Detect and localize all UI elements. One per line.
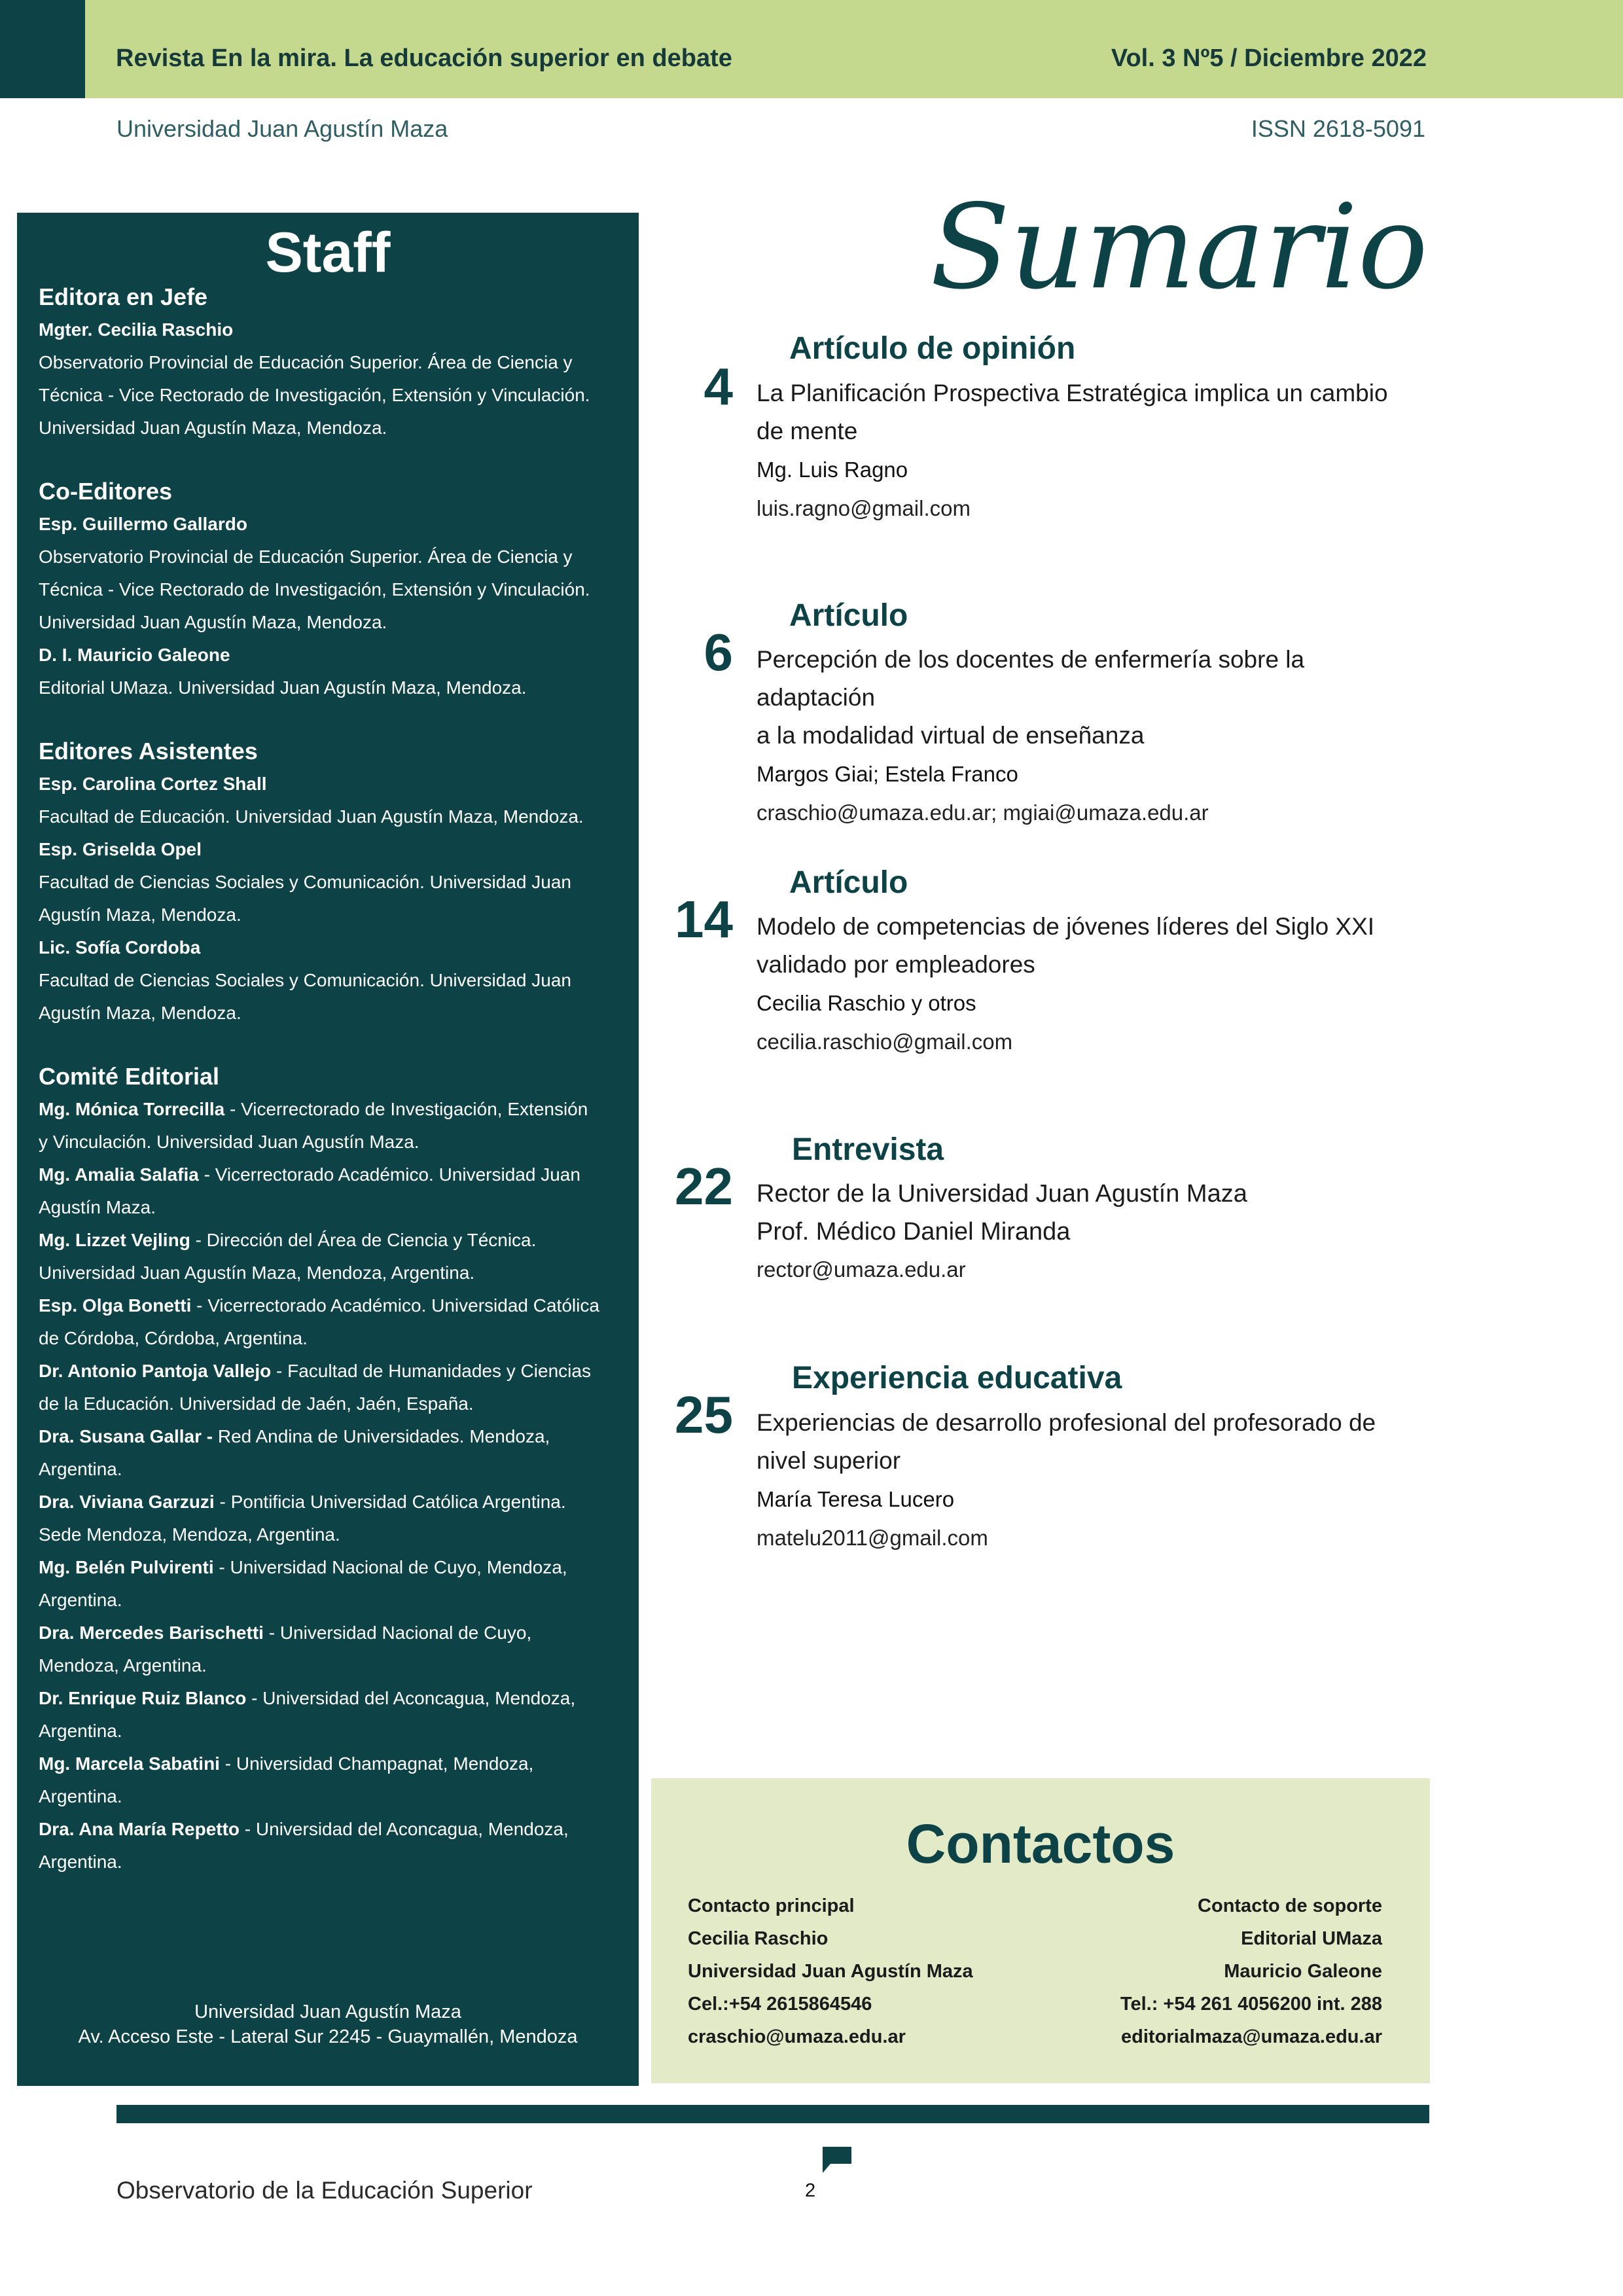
member-name: Mg. Belén Pulvirenti <box>39 1557 214 1577</box>
member-affiliation: Argentina. <box>39 1721 122 1741</box>
support-contact-name: Mauricio Galeone <box>1224 1961 1382 1982</box>
footer-bar <box>116 2105 1429 2123</box>
member-affiliation: - Facultad de Humanidades y Ciencias <box>271 1361 591 1381</box>
entry-page-number: 25 <box>675 1386 733 1444</box>
committee-item <box>39 1224 628 1289</box>
assistant-affiliation: Facultad de Ciencias Sociales y Comunicación. Universidad Juan <box>39 970 571 990</box>
member-affiliation: Universidad Juan Agustín Maza, Mendoza, Argentina. <box>39 1263 475 1283</box>
member-name: Mg. Amalia Salafia <box>39 1164 199 1185</box>
member-affiliation: Argentina. <box>39 1852 122 1872</box>
editor-heading: Editora en Jefe <box>39 283 208 310</box>
committee-item <box>39 1813 628 1878</box>
staff-title: Staff <box>265 221 391 284</box>
coeditor-affiliation: Universidad Juan Agustín Maza, Mendoza. <box>39 612 387 632</box>
entry-title: Rector de la Universidad Juan Agustín Maza <box>757 1180 1247 1208</box>
entry-email: cecilia.raschio@gmail.com <box>757 1030 1013 1054</box>
committee-item <box>39 1093 628 1158</box>
main-contact <box>688 1890 973 2053</box>
assistant-name: Esp. Carolina Cortez Shall <box>39 774 267 794</box>
committee-item <box>39 1617 628 1682</box>
member-affiliation: y Vinculación. Universidad Juan Agustín Maza. <box>39 1132 419 1152</box>
entry-email: craschio@umaza.edu.ar; mgiai@umaza.edu.ar <box>757 800 1209 825</box>
member-affiliation: - Universidad del Aconcagua, Mendoza, <box>240 1819 569 1839</box>
committee-heading: Comité Editorial <box>39 1063 220 1090</box>
entry-type: Experiencia educativa <box>792 1361 1122 1395</box>
entry-title: Prof. Médico Daniel Miranda <box>757 1218 1071 1246</box>
editor-affiliation: Universidad Juan Agustín Maza, Mendoza. <box>39 418 387 438</box>
assistant-affiliation: Agustín Maza, Mendoza. <box>39 905 241 925</box>
committee-item <box>39 1289 628 1355</box>
member-affiliation: Mendoza, Argentina. <box>39 1655 207 1676</box>
header-accent-block <box>0 0 85 98</box>
entry-email: luis.ragno@gmail.com <box>757 496 971 520</box>
member-name: Mg. Marcela Sabatini <box>39 1753 220 1774</box>
footer-observatory: Observatorio de la Educación Superior <box>116 2177 533 2204</box>
entry-email: matelu2011@gmail.com <box>757 1526 988 1550</box>
entry-author: María Teresa Lucero <box>757 1487 955 1511</box>
staff-footer-university: Universidad Juan Agustín Maza <box>194 2001 461 2022</box>
entry-author: Mg. Luis Ragno <box>757 457 908 482</box>
entry-author: Cecilia Raschio y otros <box>757 991 976 1015</box>
entry-title: La Planificación Prospectiva Estratégica implica un cambio <box>757 380 1388 406</box>
coeditors-heading: Co-Editores <box>39 478 173 505</box>
member-affiliation: Agustín Maza. <box>39 1197 156 1217</box>
assistant-affiliation: Facultad de Ciencias Sociales y Comunicación. Universidad Juan <box>39 872 571 892</box>
committee-item <box>39 1748 628 1813</box>
committee-item <box>39 1551 628 1617</box>
member-affiliation: - Vicerrectorado de Investigación, Extensión <box>224 1099 588 1119</box>
entry-type: Artículo <box>789 865 908 900</box>
support-contact <box>1120 1890 1382 2053</box>
member-affiliation: - Vicerrectorado Académico. Universidad Católica <box>191 1295 599 1316</box>
main-contact-email: craschio@umaza.edu.ar <box>688 2026 906 2047</box>
main-contact-phone: Cel.:+54 2615864546 <box>688 1994 872 2015</box>
support-contact-phone: Tel.: +54 261 4056200 int. 288 <box>1120 1994 1382 2015</box>
staff-footer-address: Av. Acceso Este - Lateral Sur 2245 - Guaymallén, Mendoza <box>78 2026 578 2047</box>
main-contact-org: Universidad Juan Agustín Maza <box>688 1961 973 1982</box>
entry-title: de mente <box>757 418 858 444</box>
member-affiliation: - Universidad del Aconcagua, Mendoza, <box>246 1688 576 1708</box>
assistant-affiliation: Facultad de Educación. Universidad Juan Agustín Maza, Mendoza. <box>39 806 584 827</box>
journal-title: Revista En la mira. La educación superior en debate <box>116 45 732 72</box>
entry-title: Experiencias de desarrollo profesional del profesorado de <box>757 1409 1376 1436</box>
member-affiliation: - Universidad Nacional de Cuyo, <box>263 1623 532 1643</box>
editor-affiliation: Técnica - Vice Rectorado de Investigación, Extensión y Vinculación. <box>39 385 590 405</box>
member-name: Dra. Mercedes Barischetti <box>39 1623 264 1643</box>
member-name: Dra. Susana Gallar - <box>39 1426 213 1446</box>
coeditor-name: Esp. Guillermo Gallardo <box>39 514 247 534</box>
member-name: Mg. Mónica Torrecilla <box>39 1099 225 1119</box>
contacts-title: Contactos <box>906 1813 1175 1874</box>
entry-type: Entrevista <box>792 1132 944 1167</box>
member-affiliation: Sede Mendoza, Mendoza, Argentina. <box>39 1524 340 1545</box>
member-name: Dra. Viviana Garzuzi <box>39 1492 215 1512</box>
contacts-box <box>651 1778 1430 2083</box>
main-contact-name: Cecilia Raschio <box>688 1928 829 1949</box>
entry-page-number: 4 <box>704 357 733 416</box>
member-name: Esp. Olga Bonetti <box>39 1295 192 1316</box>
member-affiliation: Argentina. <box>39 1786 122 1806</box>
entry-title: Modelo de competencias de jóvenes líderes del Siglo XXI <box>757 913 1375 940</box>
entry-author: Margos Giai; Estela Franco <box>757 762 1018 786</box>
coeditor-affiliation: Editorial UMaza. Universidad Juan Agustín Maza, Mendoza. <box>39 677 527 698</box>
main-contact-label: Contacto principal <box>688 1895 855 1916</box>
member-name: Dr. Enrique Ruiz Blanco <box>39 1688 247 1708</box>
member-affiliation: - Pontificia Universidad Católica Argentina. <box>214 1492 566 1512</box>
assistant-name: Lic. Sofía Cordoba <box>39 937 201 958</box>
member-affiliation: - Vicerrectorado Académico. Universidad Juan <box>198 1164 580 1185</box>
entry-title: nivel superior <box>757 1447 901 1474</box>
flag-icon <box>821 2144 854 2183</box>
member-affiliation: de la Educación. Universidad de Jaén, Jaén, España. <box>39 1393 474 1414</box>
editor-affiliation: Observatorio Provincial de Educación Superior. Área de Ciencia y <box>39 352 573 372</box>
issue-volume: Vol. 3 Nº5 / Diciembre 2022 <box>1111 45 1427 72</box>
assistant-affiliation: Agustín Maza, Mendoza. <box>39 1003 241 1023</box>
entry-page-number: 14 <box>675 890 733 948</box>
member-affiliation: Argentina. <box>39 1590 122 1610</box>
entry-type: Artículo <box>789 598 908 633</box>
entry-email: rector@umaza.edu.ar <box>757 1257 966 1282</box>
committee-item <box>39 1355 628 1420</box>
member-affiliation: - Universidad Champagnat, Mendoza, <box>219 1753 534 1774</box>
member-name: Dra. Ana María Repetto <box>39 1819 240 1839</box>
issn: ISSN 2618-5091 <box>1251 115 1425 142</box>
committee-item <box>39 1682 628 1748</box>
committee-item <box>39 1420 628 1486</box>
entry-title: Percepción de los docentes de enfermería sobre la adaptación <box>757 646 1305 711</box>
entry-title: a la modalidad virtual de enseñanza <box>757 722 1145 749</box>
member-affiliation: de Córdoba, Córdoba, Argentina. <box>39 1328 308 1348</box>
member-affiliation: Argentina. <box>39 1459 122 1479</box>
committee-item <box>39 1486 628 1551</box>
coeditor-affiliation: Técnica - Vice Rectorado de Investigación, Extensión y Vinculación. <box>39 579 590 600</box>
page-number: 2 <box>805 2180 816 2201</box>
committee-item <box>39 1158 628 1224</box>
entry-type: Artículo de opinión <box>789 331 1076 366</box>
staff-footer <box>17 2000 639 2049</box>
coeditor-name: D. I. Mauricio Galeone <box>39 645 230 665</box>
coeditor-affiliation: Observatorio Provincial de Educación Superior. Área de Ciencia y <box>39 547 573 567</box>
member-name: Dr. Antonio Pantoja Vallejo <box>39 1361 272 1381</box>
university-name: Universidad Juan Agustín Maza <box>116 115 448 142</box>
editor-name: Mgter. Cecilia Raschio <box>39 319 234 340</box>
summary-title: Sumario <box>930 179 1428 315</box>
staff-body <box>39 281 628 1878</box>
member-affiliation: - Dirección del Área de Ciencia y Técnica. <box>190 1230 537 1250</box>
support-contact-label: Contacto de soporte <box>1198 1895 1382 1916</box>
support-contact-org: Editorial UMaza <box>1241 1928 1382 1949</box>
assistants-heading: Editores Asistentes <box>39 738 258 764</box>
staff-panel <box>17 213 639 2086</box>
member-affiliation: - Universidad Nacional de Cuyo, Mendoza, <box>213 1557 567 1577</box>
assistant-name: Esp. Griselda Opel <box>39 839 202 859</box>
entry-page-number: 22 <box>675 1157 733 1215</box>
member-affiliation: Red Andina de Universidades. Mendoza, <box>213 1426 550 1446</box>
entry-page-number: 6 <box>704 623 733 681</box>
entry-title: validado por empleadores <box>757 951 1035 978</box>
support-contact-email: editorialmaza@umaza.edu.ar <box>1121 2026 1382 2047</box>
member-name: Mg. Lizzet Vejling <box>39 1230 190 1250</box>
